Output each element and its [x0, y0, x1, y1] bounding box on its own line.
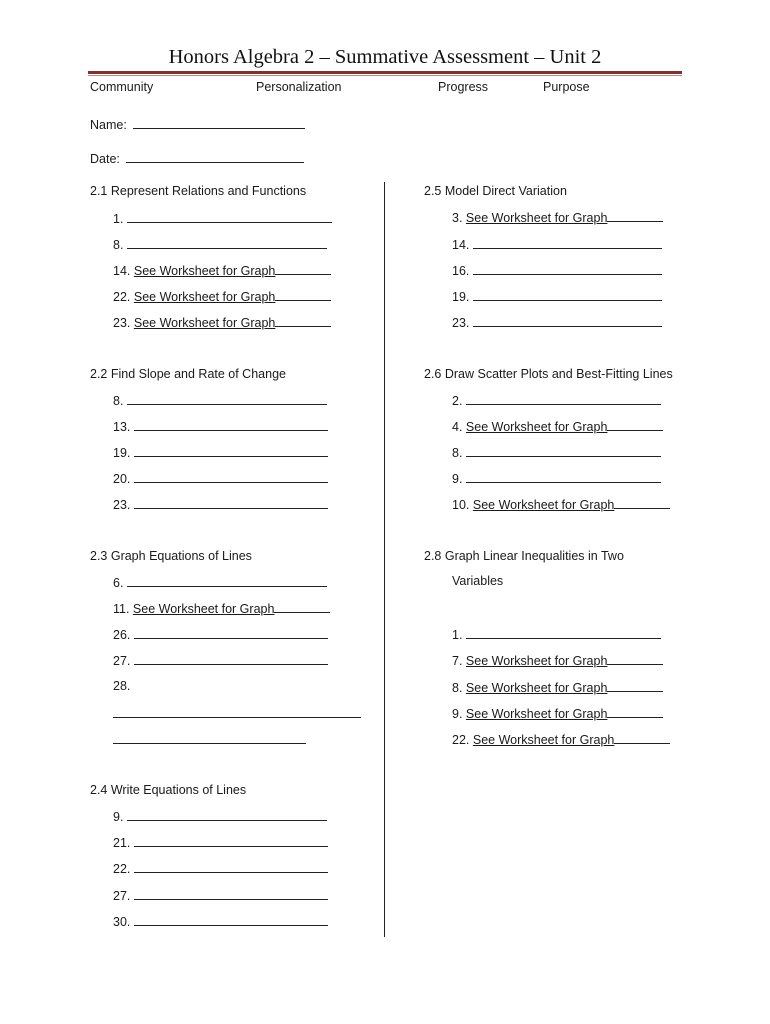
question-item[interactable]	[113, 574, 327, 590]
question-item[interactable]	[113, 652, 328, 668]
see-worksheet-link[interactable]: See Worksheet for Graph	[132, 602, 275, 616]
answer-blank[interactable]	[134, 913, 328, 926]
question-number: 27.	[113, 654, 134, 668]
question-number: 22.	[113, 862, 134, 876]
answer-blank[interactable]	[275, 314, 331, 327]
question-number: 27.	[113, 889, 134, 903]
answer-blank[interactable]	[473, 314, 662, 327]
question-item[interactable]	[113, 834, 328, 850]
answer-blank[interactable]	[614, 496, 670, 509]
question-item[interactable]	[452, 418, 663, 434]
question-item[interactable]	[452, 679, 663, 695]
question-number: 10.	[452, 498, 473, 512]
see-worksheet-link[interactable]: See Worksheet for Graph	[465, 654, 608, 668]
see-worksheet-link[interactable]: See Worksheet for Graph	[465, 211, 608, 225]
question-number: 16.	[452, 264, 473, 278]
question-number: 23.	[113, 498, 134, 512]
answer-blank[interactable]	[134, 626, 328, 639]
answer-blank[interactable]	[134, 470, 328, 483]
question-number: 22.	[113, 290, 134, 304]
question-number: 28.	[113, 679, 131, 693]
question-number: 30.	[113, 915, 134, 929]
section-heading-continued: Variables	[452, 574, 504, 588]
answer-blank[interactable]	[134, 418, 328, 431]
question-item[interactable]	[452, 470, 661, 486]
answer-blank[interactable]	[274, 600, 330, 613]
question-item[interactable]	[113, 470, 328, 486]
section-heading: 2.6 Draw Scatter Plots and Best-Fitting Lines	[424, 367, 673, 381]
date-blank[interactable]	[126, 150, 304, 163]
answer-blank[interactable]	[466, 470, 661, 483]
question-number: 22.	[452, 733, 473, 747]
question-number: 14.	[452, 238, 473, 252]
question-item[interactable]	[113, 679, 130, 693]
answer-blank[interactable]	[473, 288, 662, 301]
question-number: 1.	[452, 628, 466, 642]
see-worksheet-link[interactable]: See Worksheet for Graph	[472, 498, 615, 512]
see-worksheet-link[interactable]: See Worksheet for Graph	[133, 316, 276, 330]
date-field[interactable]	[90, 150, 304, 166]
date-label: Date:	[90, 152, 120, 166]
question-item[interactable]	[113, 236, 327, 252]
pillar-progress: Progress	[438, 80, 489, 94]
question-item[interactable]	[113, 418, 328, 434]
name-label: Name:	[90, 118, 127, 132]
question-item[interactable]	[452, 652, 663, 668]
question-item[interactable]	[452, 444, 661, 460]
answer-blank[interactable]	[466, 392, 661, 405]
question-item[interactable]	[113, 600, 330, 616]
answer-blank[interactable]	[134, 887, 328, 900]
answer-blank[interactable]	[466, 626, 661, 639]
pillar-personalization: Personalization	[256, 80, 342, 94]
question-number: 13.	[113, 420, 134, 434]
pillar-purpose: Purpose	[543, 80, 590, 94]
section-heading: 2.2 Find Slope and Rate of Change	[90, 367, 286, 381]
question-item[interactable]	[113, 496, 328, 512]
question-item[interactable]	[452, 705, 663, 721]
question-number: 19.	[452, 290, 473, 304]
question-item[interactable]	[113, 262, 331, 278]
question-item[interactable]	[113, 314, 331, 330]
answer-blank[interactable]	[275, 288, 331, 301]
name-field[interactable]	[90, 116, 305, 132]
answer-blank[interactable]	[127, 808, 327, 821]
question-number: 8.	[452, 681, 466, 695]
answer-blank[interactable]	[127, 574, 327, 587]
pillar-community: Community	[90, 80, 154, 94]
question-item[interactable]	[113, 808, 327, 824]
section-heading: 2.3 Graph Equations of Lines	[90, 549, 252, 563]
question-number: 9.	[452, 707, 466, 721]
question-item[interactable]	[113, 288, 331, 304]
see-worksheet-link[interactable]: See Worksheet for Graph	[472, 733, 615, 747]
question-number: 7.	[452, 654, 466, 668]
question-item[interactable]	[452, 262, 662, 278]
answer-blank[interactable]	[127, 236, 327, 249]
question-number: 26.	[113, 628, 134, 642]
see-worksheet-link[interactable]: See Worksheet for Graph	[133, 264, 276, 278]
question-item[interactable]	[113, 626, 328, 642]
question-number: 3.	[452, 211, 466, 225]
answer-blank[interactable]	[134, 496, 328, 509]
section-heading: 2.1 Represent Relations and Functions	[90, 184, 307, 198]
answer-blank[interactable]	[466, 444, 661, 457]
answer-blank[interactable]	[127, 392, 327, 405]
see-worksheet-link[interactable]: See Worksheet for Graph	[133, 290, 276, 304]
question-item[interactable]	[113, 887, 328, 903]
answer-blank[interactable]	[113, 705, 361, 718]
answer-blank[interactable]	[607, 652, 663, 665]
question-number: 9.	[113, 810, 127, 824]
question-number: 9.	[452, 472, 466, 486]
section-heading: 2.8 Graph Linear Inequalities in Two	[424, 549, 624, 563]
question-item[interactable]	[113, 444, 328, 460]
question-item[interactable]	[452, 236, 662, 252]
question-item[interactable]	[452, 314, 662, 330]
question-number: 6.	[113, 576, 127, 590]
question-item[interactable]	[452, 288, 662, 304]
question-item[interactable]	[113, 860, 328, 876]
question-item[interactable]	[452, 209, 663, 225]
question-number: 21.	[113, 836, 134, 850]
question-number: 20.	[113, 472, 134, 486]
answer-blank[interactable]	[607, 679, 663, 692]
answer-blank[interactable]	[134, 652, 328, 665]
see-worksheet-link[interactable]: See Worksheet for Graph	[465, 707, 608, 721]
answer-line[interactable]	[113, 705, 361, 721]
answer-blank[interactable]	[134, 834, 328, 847]
answer-blank[interactable]	[134, 444, 328, 457]
question-item[interactable]	[452, 496, 670, 512]
question-number: 14.	[113, 264, 134, 278]
section-heading: 2.4 Write Equations of Lines	[90, 783, 247, 797]
answer-blank[interactable]	[473, 262, 662, 275]
question-item[interactable]	[452, 731, 670, 747]
page-title: Honors Algebra 2 – Summative Assessment – Unit 2	[168, 46, 602, 68]
question-item[interactable]	[113, 392, 327, 408]
question-item[interactable]	[113, 210, 332, 226]
column-divider	[384, 182, 385, 937]
question-number: 23.	[452, 316, 473, 330]
question-number: 23.	[113, 316, 134, 330]
question-number: 8.	[452, 446, 466, 460]
see-worksheet-link[interactable]: See Worksheet for Graph	[465, 420, 608, 434]
answer-blank[interactable]	[614, 731, 670, 744]
answer-blank[interactable]	[607, 209, 663, 222]
question-number: 2.	[452, 394, 466, 408]
question-item[interactable]	[113, 913, 328, 929]
answer-blank[interactable]	[127, 210, 332, 223]
answer-blank[interactable]	[473, 236, 662, 249]
answer-blank[interactable]	[134, 860, 328, 873]
question-item[interactable]	[452, 626, 661, 642]
name-blank[interactable]	[133, 116, 305, 129]
answer-blank[interactable]	[275, 262, 331, 275]
question-number: 19.	[113, 446, 134, 460]
question-number: 8.	[113, 394, 127, 408]
answer-blank[interactable]	[607, 705, 663, 718]
question-number: 11.	[113, 602, 133, 616]
answer-line[interactable]	[113, 731, 306, 747]
question-number: 8.	[113, 238, 127, 252]
section-heading: 2.5 Model Direct Variation	[424, 184, 567, 198]
question-item[interactable]	[452, 392, 661, 408]
title-rule	[88, 71, 682, 74]
question-number: 4.	[452, 420, 466, 434]
see-worksheet-link[interactable]: See Worksheet for Graph	[465, 681, 608, 695]
title-rule-thin	[88, 75, 682, 76]
answer-blank[interactable]	[113, 731, 306, 744]
answer-blank[interactable]	[607, 418, 663, 431]
question-number: 1.	[113, 212, 127, 226]
